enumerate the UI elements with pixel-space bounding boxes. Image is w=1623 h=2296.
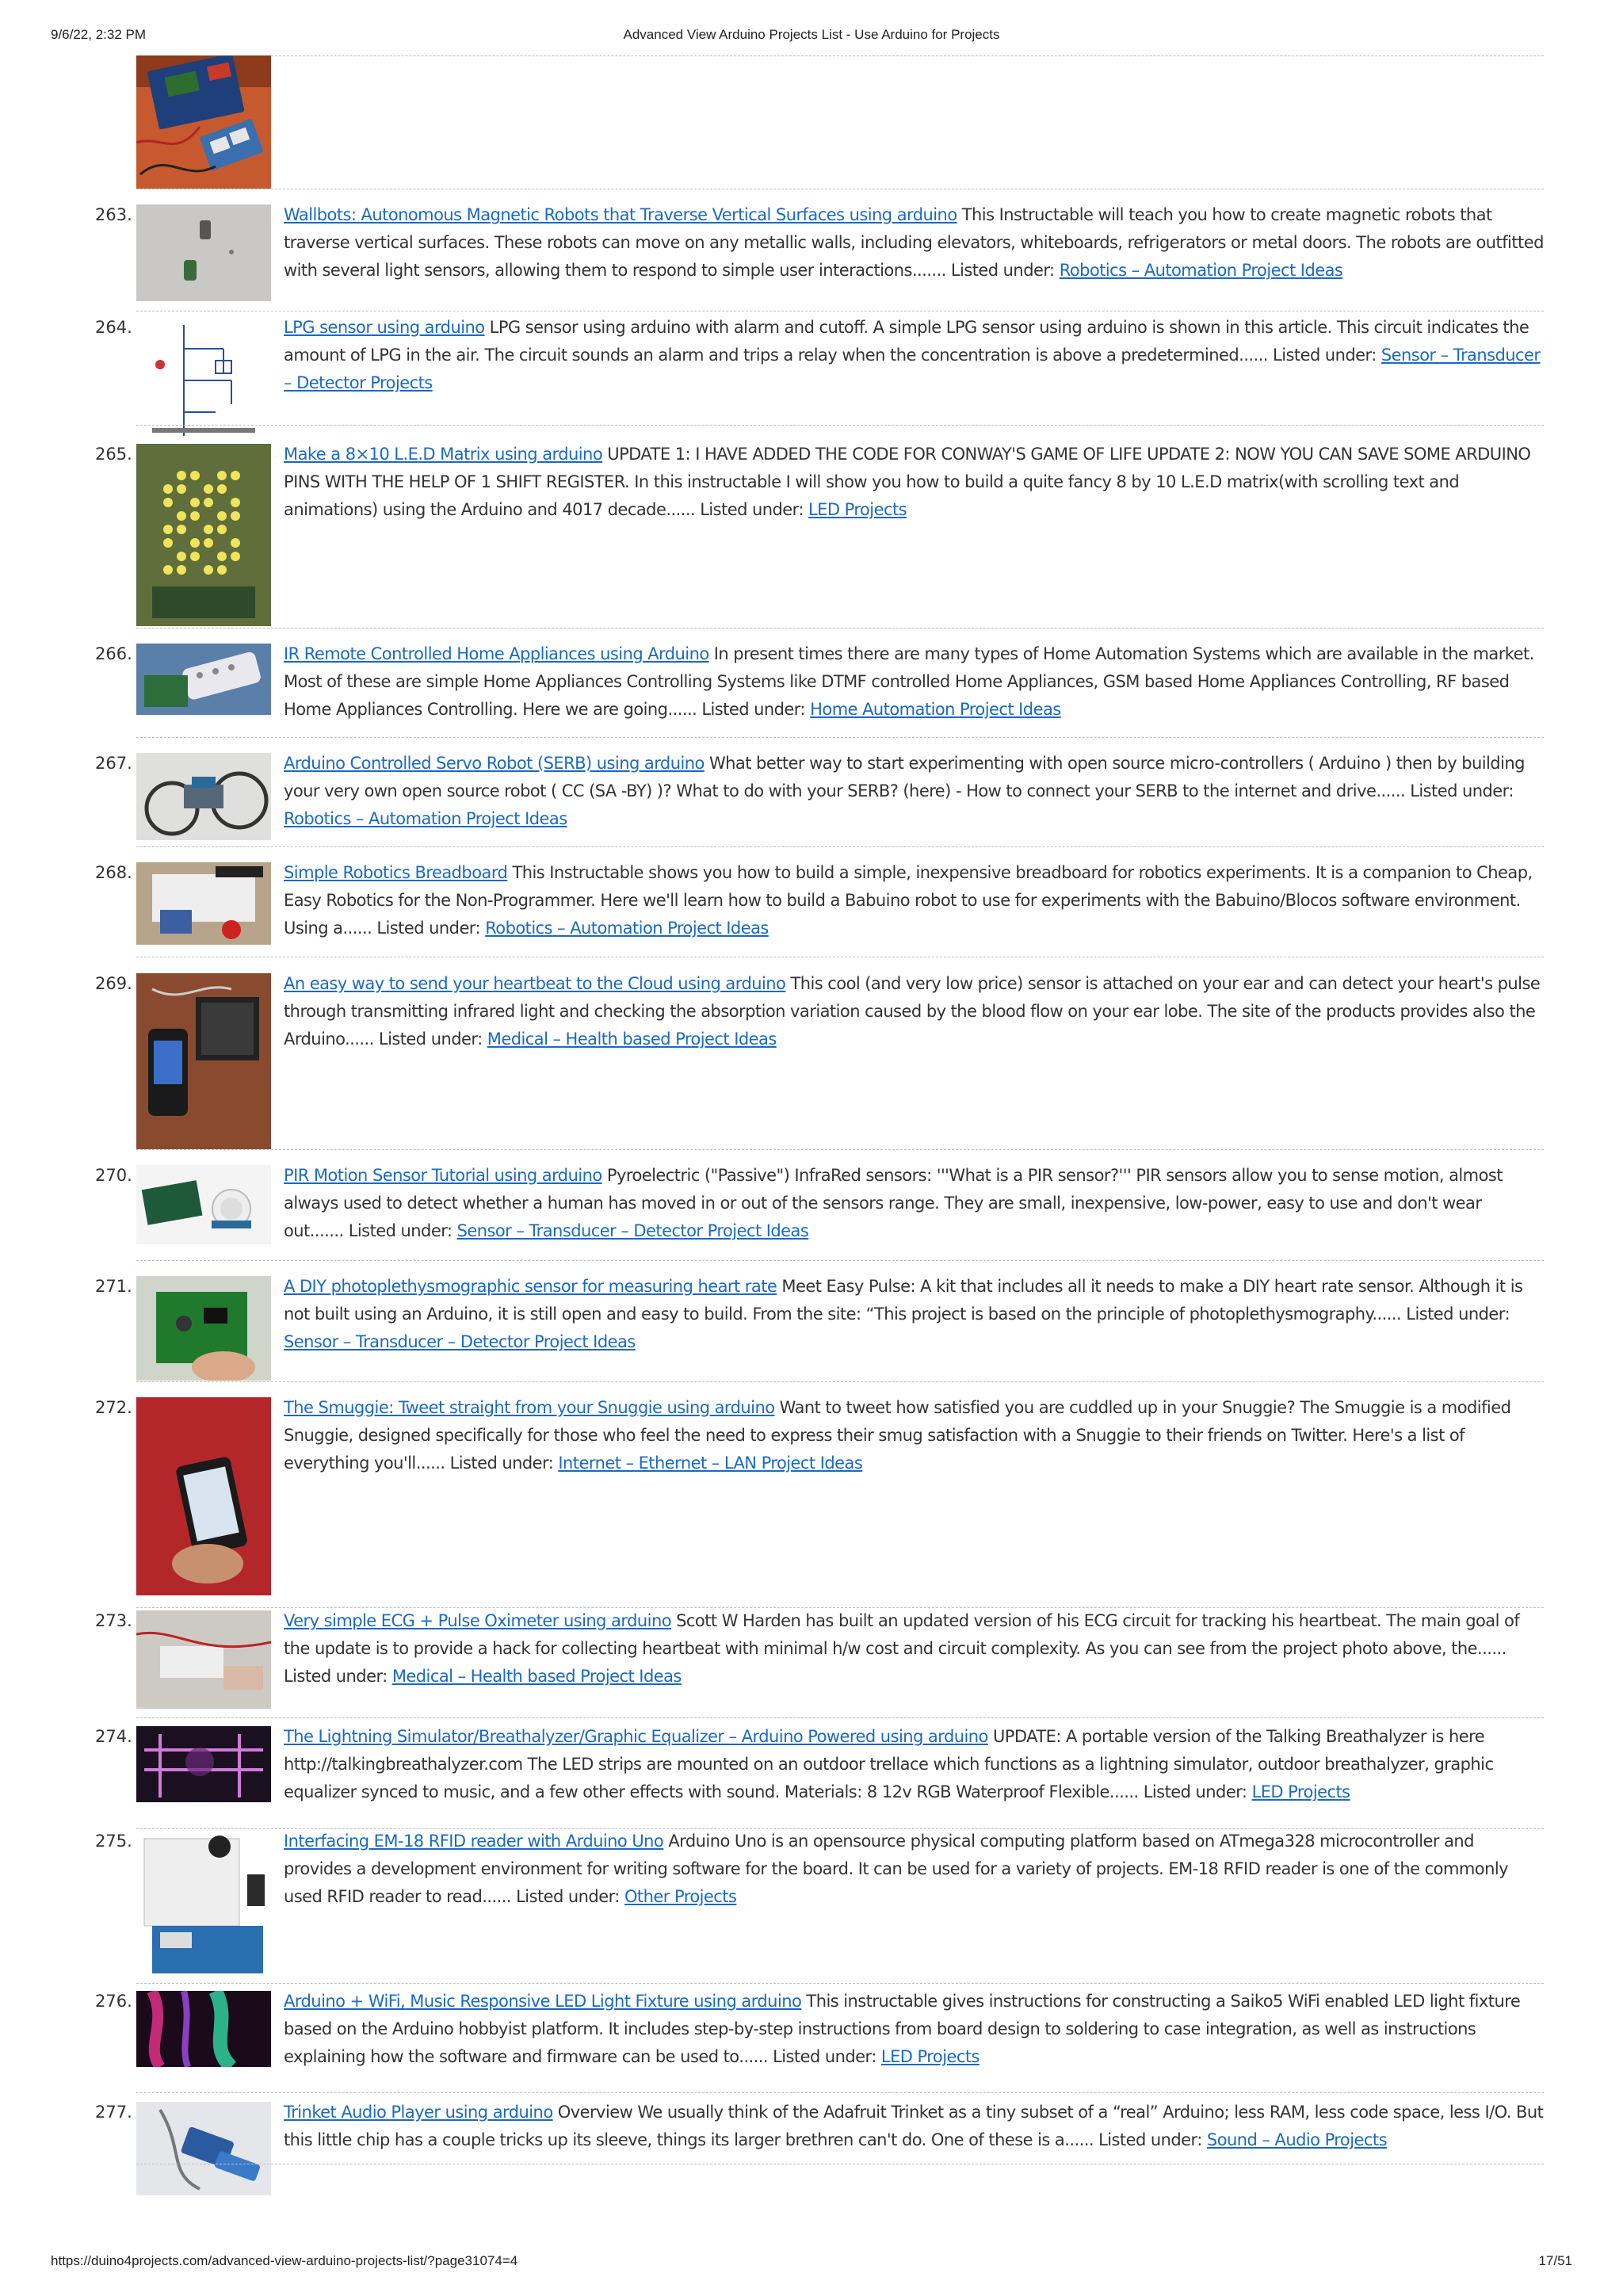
project-thumbnail[interactable] <box>136 2102 271 2195</box>
project-thumbnail[interactable] <box>136 1726 271 1802</box>
heartbeat-sensor-photo-icon <box>136 973 271 1149</box>
project-title-link[interactable]: The Smuggie: Tweet straight from your Snuggie using arduino <box>284 1398 775 1417</box>
category-link[interactable]: Sound – Audio Projects <box>1206 2130 1387 2149</box>
project-description: UPDATE 1: I HAVE ADDED THE CODE FOR CONWAY'S GAME OF LIFE UPDATE 2: NOW YOU CAN SAVE SOME ARDUINO PINS WITH THE HELP OF 1 SHIFT REGISTER. In this instructable I will show you how to build a quite fancy 8 by 10 L.E.D matrix(with scrolling text and animations) using the Arduino and 4017 decade...... Listed under: <box>284 445 1531 519</box>
easy-pulse-kit-photo-icon <box>136 1276 271 1381</box>
entry-number: 263. <box>95 205 132 224</box>
separator <box>136 846 1544 847</box>
entry-text <box>284 970 1544 1053</box>
print-page-title: Advanced View Arduino Projects List - Use Arduino for Projects <box>623 27 1000 42</box>
project-thumbnail[interactable] <box>136 644 271 715</box>
entry-text <box>284 1988 1544 2071</box>
project-thumbnail[interactable] <box>136 973 271 1149</box>
category-link[interactable]: Other Projects <box>624 1887 737 1906</box>
project-title-link[interactable]: The Lightning Simulator/Breathalyzer/Graphic Equalizer – Arduino Powered using arduino <box>284 1727 988 1746</box>
project-title-link[interactable]: Arduino Controlled Servo Robot (SERB) using arduino <box>284 754 705 773</box>
category-link[interactable]: Sensor – Transducer – Detector Projects <box>284 346 1541 392</box>
entry-number: 269. <box>95 974 132 993</box>
lightning-simulator-photo-icon <box>136 1726 271 1802</box>
project-thumbnail[interactable] <box>136 317 271 436</box>
project-thumbnail[interactable] <box>136 1165 271 1244</box>
project-thumbnail[interactable] <box>136 444 271 626</box>
category-link[interactable]: LED Projects <box>880 2047 980 2066</box>
separator <box>136 55 1544 56</box>
separator <box>136 425 1544 426</box>
trinket-audio-player-photo-icon <box>136 2102 271 2195</box>
separator <box>136 1717 1544 1718</box>
project-thumbnail[interactable] <box>136 1276 271 1381</box>
project-title-link[interactable]: Arduino + WiFi, Music Responsive LED Light Fixture using arduino <box>284 1992 802 2011</box>
project-thumbnail[interactable] <box>136 753 271 840</box>
entry-number: 276. <box>95 1992 132 2011</box>
entry-text <box>284 314 1544 397</box>
entry-number: 264. <box>95 318 132 337</box>
project-title-link[interactable]: Trinket Audio Player using arduino <box>284 2103 553 2122</box>
separator <box>136 1149 1544 1150</box>
separator <box>136 1983 1544 1984</box>
lpg-circuit-schematic-icon <box>136 317 271 436</box>
entry-text <box>284 1828 1544 1911</box>
project-thumbnail[interactable] <box>136 862 271 945</box>
entry-number: 271. <box>95 1277 132 1296</box>
robotics-breadboard-photo-icon <box>136 862 271 945</box>
project-description: UPDATE: A portable version of the Talking Breathalyzer is here http://talkingbreathalyzer.com The LED strips are mounted on an outdoor trellace which functions as a lightning simulator, outdoor breathalyzer, graphic equalizer synced to music, and a few other effects with sound. Materials: 8 12v RGB Waterproof Flexible...... Listed under: <box>284 1727 1494 1801</box>
entry-text <box>284 1394 1544 1477</box>
project-title-link[interactable]: PIR Motion Sensor Tutorial using arduino <box>284 1166 602 1185</box>
project-description: Overview We usually think of the Adafruit Trinket as a tiny subset of a “real” Arduino; less RAM, less code space, less I/O. But this little chip has a couple tricks up its sleeve, things its larger brethren can't do. One of these is a...... Listed under: <box>284 2103 1544 2149</box>
entry-number: 270. <box>95 1166 132 1185</box>
separator <box>136 1260 1544 1261</box>
magnetic-robot-photo-icon <box>136 204 271 301</box>
wifi-led-fixture-photo-icon <box>136 1991 271 2067</box>
category-link[interactable]: Robotics – Automation Project Ideas <box>485 919 769 938</box>
print-url: https://duino4projects.com/advanced-view-arduino-projects-list/?page31074=4 <box>51 2253 518 2268</box>
category-link[interactable]: LED Projects <box>1251 1782 1350 1801</box>
project-title-link[interactable]: LPG sensor using arduino <box>284 318 485 337</box>
project-description: LPG sensor using arduino with alarm and cutoff. A simple LPG sensor using arduino is shown in this article. This circuit indicates the amount of LPG in the air. The circuit sounds an alarm and trips a relay when the concentration is above a predetermined...... Listed under: <box>284 318 1529 365</box>
project-title-link[interactable]: Make a 8×10 L.E.D Matrix using arduino <box>284 445 603 464</box>
entry-text <box>284 441 1544 524</box>
category-link[interactable]: LED Projects <box>808 500 907 519</box>
servo-robot-photo-icon <box>136 753 271 840</box>
entry-number: 274. <box>95 1727 132 1746</box>
print-footer <box>0 2253 1623 2272</box>
entry-number: 268. <box>95 863 132 882</box>
entry-text <box>284 750 1544 833</box>
category-link[interactable]: Sensor – Transducer – Detector Project Ideas <box>284 1332 636 1351</box>
entry-number: 277. <box>95 2103 132 2122</box>
project-title-link[interactable]: IR Remote Controlled Home Appliances using Arduino <box>284 644 709 663</box>
project-description: In present times there are many types of Home Automation Systems which are available in the market. Most of these are simple Home Appliances Controlling Systems like DTMF controlled Home Appliances, GSM based Home Appliances Controlling, RF based Home Appliances Controlling. Here we are going...... Listed under: <box>284 644 1534 719</box>
entry-text <box>284 2099 1544 2154</box>
entry-text <box>284 859 1544 942</box>
project-thumbnail[interactable] <box>136 1991 271 2067</box>
project-title-link[interactable]: An easy way to send your heartbeat to the Cloud using arduino <box>284 974 786 993</box>
project-thumbnail[interactable] <box>136 1610 271 1709</box>
entry-number: 275. <box>95 1832 132 1851</box>
entry-number: 265. <box>95 445 132 464</box>
print-page-number: 17/51 <box>1538 2253 1572 2268</box>
entry-text <box>284 1162 1544 1245</box>
separator <box>136 2092 1544 2093</box>
project-description: Pyroelectric ("Passive") InfraRed sensors: '''What is a PIR sensor?''' PIR sensors allow you to sense motion, almost always used to detect whether a human has moved in or out of the sensors range. They are small, inexpensive, low-power, easy to use and don't wear out....... Listed under: <box>284 1166 1503 1240</box>
project-description: What better way to start experimenting with open source micro-controllers ( Arduino ) then by building your very own open source robot ( CC (SA -BY) )? What to do with your SERB? (here) - How to connect your SERB to the internet and drive...... Listed under: <box>284 754 1525 800</box>
ir-remote-appliances-photo-icon <box>136 644 271 715</box>
category-link[interactable]: Home Automation Project Ideas <box>810 700 1061 719</box>
project-title-link[interactable]: Wallbots: Autonomous Magnetic Robots that Traverse Vertical Surfaces using arduino <box>284 205 957 224</box>
project-description: This instructable gives instructions for constructing a Saiko5 WiFi enabled LED light fixture based on the Arduino hobbyist platform. It includes step-by-step instructions from board design to soldering to case integration, as well as instructions explaining how the software and firmware can be used to...... Listed under: <box>284 1992 1521 2066</box>
category-link[interactable]: Sensor – Transducer – Detector Project Ideas <box>456 1221 809 1240</box>
project-thumbnail[interactable] <box>136 204 271 301</box>
arduino-relay-board-photo-icon <box>136 55 271 189</box>
relay-board-thumbnail[interactable] <box>136 55 271 189</box>
ecg-circuit-photo-icon <box>136 1610 271 1709</box>
entry-number: 267. <box>95 754 132 773</box>
project-description: This Instructable will teach you how to create magnetic robots that traverse vertical surfaces. These robots can move on any metallic walls, including elevators, whiteboards, refrigerators or metal doors. The robots are outfitted with several light sensors, allowing them to respond to simple user interactions....... Listed under: <box>284 205 1544 280</box>
separator <box>136 737 1544 738</box>
project-description: This cool (and very low price) sensor is attached on your ear and can detect your heart's pulse through transmitting infrared light and checking the absorption variation caused by the blood flow on your ear lobe. The site of the products provides also the Arduino...... Listed under: <box>284 974 1541 1049</box>
separator <box>136 1381 1544 1382</box>
entry-number: 266. <box>95 644 132 663</box>
category-link[interactable]: Medical – Health based Project Ideas <box>487 1030 777 1049</box>
entry-text <box>284 1273 1544 1356</box>
project-description: Arduino Uno is an opensource physical computing platform based on ATmega328 microcontroller and provides a development environment for writing software for the board. It can be used for a variety of projects. EM-18 RFID reader is one of the commonly used RFID reader to read...... Listed under: <box>284 1832 1509 1906</box>
category-link[interactable]: Internet – Ethernet – LAN Project Ideas <box>558 1454 863 1473</box>
project-title-link[interactable]: A DIY photoplethysmographic sensor for measuring heart rate <box>284 1277 777 1296</box>
project-description: Want to tweet how satisfied you are cuddled up in your Snuggie? The Smuggie is a modified Snuggie, designed specifically for those who feel the need to express their smug satisfaction with a Snuggie to their friends on Twitter. Here's a list of everything you'll...... Listed under: <box>284 1398 1511 1473</box>
project-title-link[interactable]: Simple Robotics Breadboard <box>284 863 508 882</box>
project-description: Scott W Harden has built an updated version of his ECG circuit for tracking his heartbeat. The main goal of the update is to provide a hack for collecting heartbeat with minimal h/w cost and circuit complexity. As you can see from the project photo above, the...... Listed under: <box>284 1611 1520 1686</box>
entry-number: 273. <box>95 1611 132 1630</box>
rfid-reader-breadboard-photo-icon <box>136 1831 271 1980</box>
category-link[interactable]: Medical – Health based Project Ideas <box>391 1667 682 1686</box>
project-thumbnail[interactable] <box>136 1397 271 1595</box>
category-link[interactable]: Robotics – Automation Project Ideas <box>1059 261 1343 280</box>
category-link[interactable]: Robotics – Automation Project Ideas <box>284 809 567 828</box>
entry-number: 272. <box>95 1398 132 1417</box>
project-thumbnail[interactable] <box>136 1831 271 1980</box>
entry-text <box>284 1607 1544 1690</box>
project-description: This Instructable shows you how to build a simple, inexpensive breadboard for robotics experiments. It is a companion to Cheap, Easy Robotics for the Non-Programmer. Here we'll learn how to build a Babuino robot to use for experiments with the Babuino/Blocos software environment. Using a...... Listed under: <box>284 863 1533 938</box>
pir-motion-sensor-photo-icon <box>136 1165 271 1244</box>
entry-text <box>284 640 1544 724</box>
led-matrix-photo-icon <box>136 444 271 626</box>
entry-text <box>284 201 1544 285</box>
smuggie-phone-photo-icon <box>136 1397 271 1595</box>
print-datetime: 9/6/22, 2:32 PM <box>51 27 147 42</box>
project-title-link[interactable]: Interfacing EM-18 RFID reader with Arduino Uno <box>284 1832 664 1851</box>
project-title-link[interactable]: Very simple ECG + Pulse Oximeter using arduino <box>284 1611 672 1630</box>
entry-text <box>284 1723 1544 1806</box>
project-description: Meet Easy Pulse: A kit that includes all it needs to make a DIY heart rate sensor. Although it is not built using an Arduino, it is still open and easy to build. From the site: “This project is based on the principle of photoplethysmography...... Listed under: <box>284 1277 1523 1324</box>
